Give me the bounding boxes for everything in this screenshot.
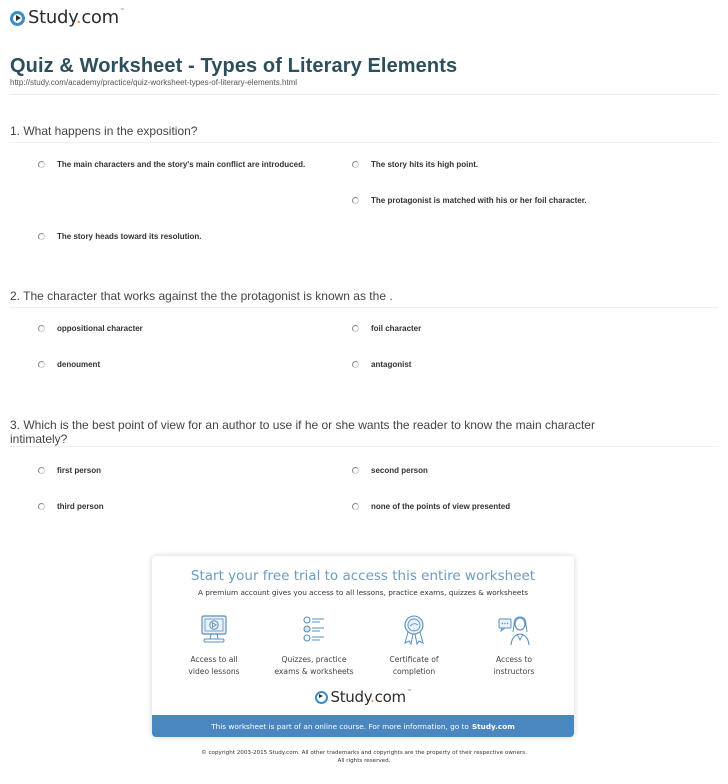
option-3a[interactable] (38, 465, 101, 477)
option-label: The protagonist is matched with his or her foil character. (371, 196, 587, 205)
option-label: The story hits its high point. (371, 160, 479, 169)
quiz-list-icon (299, 614, 329, 646)
option-2a[interactable] (38, 323, 143, 335)
option-3c[interactable] (38, 501, 104, 513)
option-label: oppositional character (57, 324, 143, 333)
question-text: 3. Which is the best point of view for an author to use if he or she wants the reader to know the main character intimately? (10, 418, 595, 446)
card-study-logo[interactable] (152, 690, 574, 705)
feature-instructors (464, 614, 564, 678)
feature-label: Access to instructors (493, 655, 535, 676)
option-label: denoument (57, 360, 101, 369)
question-2 (10, 289, 718, 308)
radio-icon[interactable] (38, 233, 45, 240)
free-trial-card[interactable] (152, 556, 574, 737)
option-label: foil character (371, 324, 422, 333)
title-divider (10, 94, 718, 95)
copyright-footer (0, 749, 728, 765)
option-1d[interactable] (38, 231, 201, 243)
study-com-link[interactable]: Study.com (471, 721, 515, 731)
page-title: Quiz & Worksheet - Types of Literary Elements (10, 55, 458, 77)
question-3 (10, 418, 610, 446)
option-label: The main characters and the story's main conflict are introduced. (57, 160, 306, 169)
course-info-text: This worksheet is part of an online course. For more information, go to (211, 721, 469, 731)
radio-icon[interactable] (38, 503, 45, 510)
option-2d[interactable] (352, 359, 411, 371)
course-info-bar (152, 715, 574, 737)
option-3d[interactable] (352, 501, 510, 513)
radio-icon[interactable] (38, 325, 45, 332)
question-1 (10, 124, 718, 143)
option-2c[interactable] (38, 359, 100, 371)
video-lesson-icon (199, 614, 229, 646)
question-text: 1. What happens in the exposition? (10, 124, 198, 138)
feature-quizzes (264, 614, 364, 678)
option-label: The story heads toward its resolution. (57, 232, 202, 241)
option-label: first person (57, 466, 102, 475)
option-1b[interactable] (352, 159, 478, 171)
radio-icon[interactable] (352, 197, 359, 204)
option-label: second person (371, 466, 428, 475)
option-label: third person (57, 502, 104, 511)
free-trial-subtitle: A premium account gives you access to all lessons, practice exams, quizzes & worksheets (197, 588, 529, 597)
radio-icon[interactable] (38, 361, 45, 368)
option-label: none of the points of view presented (371, 502, 511, 511)
feature-label: Access to all video lessons (188, 655, 240, 676)
radio-icon[interactable] (352, 161, 359, 168)
radio-icon[interactable] (352, 503, 359, 510)
certificate-icon (399, 614, 429, 646)
option-1c[interactable] (352, 195, 587, 207)
question-divider (10, 307, 718, 308)
play-logo-icon (10, 11, 25, 26)
feature-label: Certificate of completion (389, 655, 439, 676)
question-divider (10, 446, 718, 447)
option-1a[interactable] (38, 159, 308, 171)
radio-icon[interactable] (38, 161, 45, 168)
logo-wordmark: Study.com™ (28, 7, 125, 28)
play-logo-icon (315, 691, 328, 704)
radio-icon[interactable] (352, 325, 359, 332)
feature-label: Quizzes, practice exams & worksheets (274, 655, 354, 676)
rights-line: All rights reserved. (337, 758, 391, 764)
radio-icon[interactable] (352, 467, 359, 474)
option-2b[interactable] (352, 323, 421, 335)
option-3b[interactable] (352, 465, 428, 477)
option-label: antagonist (371, 360, 412, 369)
radio-icon[interactable] (352, 361, 359, 368)
logo-wordmark: Study.com™ (330, 688, 412, 706)
question-divider (10, 142, 718, 143)
radio-icon[interactable] (38, 467, 45, 474)
copyright-line: © copyright 2003-2015 Study.com. All other trademarks and copyrights are the property of their respective owners. (201, 750, 527, 756)
question-text: 2. The character that works against the the protagonist is known as the . (10, 289, 393, 303)
instructor-icon (497, 614, 531, 646)
study-logo[interactable] (10, 8, 125, 28)
page-url: http://study.com/academy/practice/quiz-worksheet-types-of-literary-elements.html (10, 78, 298, 87)
question-3-divider-wrap (10, 446, 718, 447)
feature-certificate (364, 614, 464, 678)
free-trial-title: Start your free trial to access this entire worksheet (190, 568, 536, 584)
feature-video-lessons (164, 614, 264, 678)
